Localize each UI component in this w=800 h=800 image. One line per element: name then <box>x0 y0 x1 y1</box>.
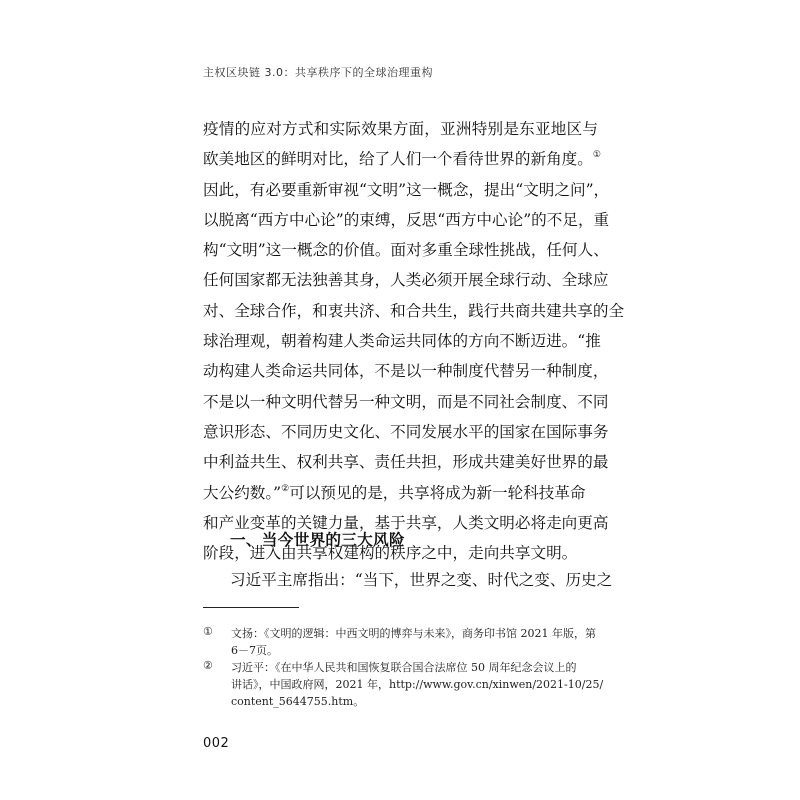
text-segment: 大公约数。” <box>203 483 282 502</box>
text-line: 意识形态、不同历史文化、不同发展水平的国家在国际事务 <box>203 422 609 441</box>
text-line: 疫情的应对方式和实际效果方面，亚洲特别是东亚地区与 <box>203 120 598 138</box>
text-line: 对、全球合作，和衷共济、和合共生，践行共商共建共享的全 <box>203 301 625 320</box>
section-opening-line: 习近平主席指出：“当下，世界之变、时代之变、历史之 <box>230 571 613 589</box>
footnote-mark: ① <box>203 625 213 638</box>
text-line: 欧美地区的鲜明对比，给了人们一个看待世界的新角度。 <box>203 150 593 169</box>
footnote-ref-2[interactable]: ② <box>281 483 290 494</box>
text-line-with-note <box>203 144 601 174</box>
footnote-ref-1[interactable]: ① <box>592 150 601 161</box>
text-line: 球治理观，朝着构建人类命运共同体的方向不断迈进。“推 <box>203 332 601 351</box>
running-header: 主权区块链 3.0：共享秩序下的全球治理重构 <box>203 66 433 79</box>
text-line: 阶段，进入由共享权建构的秩序之中，走向共享文明。 <box>203 544 578 563</box>
footnote-line-link[interactable]: 讲话》，中国政府网，2021 年，http://www.gov.cn/xinwen/2021-10/25/ <box>231 678 604 691</box>
footnote-line: 习近平：《在中华人民共和国恢复联合国合法席位 50 周年纪念会议上的 <box>231 661 577 674</box>
footnote-text <box>231 659 604 710</box>
footnote-line: 6－7页。 <box>231 644 278 657</box>
text-line: 不是以一种文明代替另一种文明，而是不同社会制度、不同 <box>203 392 609 411</box>
text-line: 因此，有必要重新审视“文明”这一概念，提出“文明之问”， <box>203 180 610 199</box>
footnote-mark: ② <box>203 659 213 672</box>
section-heading: 一、当今世界的三大风险 <box>230 531 405 549</box>
text-line: 以脱离“西方中心论”的束缚，反思“西方中心论”的不足，重 <box>203 210 610 229</box>
page-number: 002 <box>203 736 230 751</box>
text-line-with-note <box>203 478 598 508</box>
text-line: 中利益共生、权利共享、责任共担，形成共建美好世界的最 <box>203 453 609 472</box>
text-line: 动构建人类命运共同体，不是以一种制度代替另一种制度， <box>203 362 609 381</box>
text-segment: 可以预见的是，共享将成为新一轮科技革命 <box>289 483 586 502</box>
footnote-text <box>231 625 601 659</box>
text-line: 构“文明”这一概念的价值。面对多重全球性挑战，任何人、 <box>203 241 609 260</box>
text-line: 任何国家都无法独善其身，人类必须开展全球行动、全球应 <box>203 271 609 290</box>
footnote-line-link[interactable]: content_5644755.htm。 <box>231 695 365 708</box>
footnote-divider <box>203 607 299 608</box>
body-paragraph <box>203 114 625 568</box>
text-line: 和产业变革的关键力量，基于共享，人类文明必将走向更高 <box>203 513 609 532</box>
footnote-line: 文扬：《文明的逻辑：中西文明的博弈与未来》，商务印书馆 2021 年版，第 <box>231 627 596 640</box>
